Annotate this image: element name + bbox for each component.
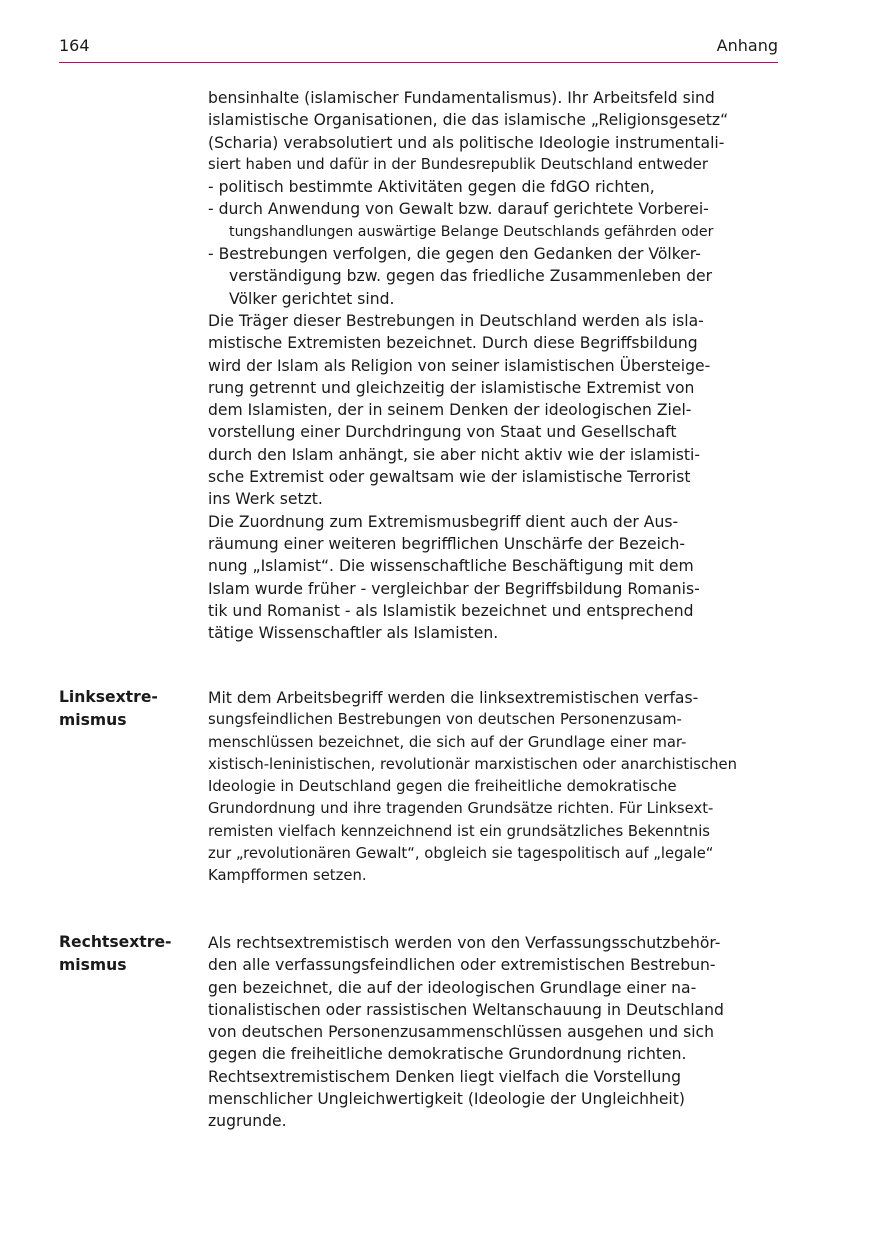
body-line: zugrunde.: [208, 1112, 287, 1131]
body-line: sche Extremist oder gewaltsam wie der islamistische Terrorist: [208, 468, 691, 487]
term-line: mismus: [59, 955, 127, 974]
list-item-line: verständigung bzw. gegen das friedliche Zusammenleben der: [229, 267, 713, 286]
body-line: ins Werk setzt.: [208, 490, 323, 509]
body-line: zur „revolutionären Gewalt“, obgleich sie tagespolitisch auf „legale“: [208, 845, 714, 863]
body-line: menschlicher Ungleichwertigkeit (Ideologie der Ungleichheit): [208, 1090, 685, 1109]
body-line: sungsfeindlichen Bestrebungen von deutschen Personenzusam-: [208, 711, 682, 729]
body-line: Islam wurde früher - vergleichbar der Begriffsbildung Romanis-: [208, 579, 700, 598]
body-line: gegen die freiheitliche demokratische Grundordnung richten.: [208, 1045, 687, 1064]
body-line: Mit dem Arbeitsbegriff werden die linksextremistischen verfas-: [208, 689, 699, 707]
body-line: Die Träger dieser Bestrebungen in Deutschland werden als isla-: [208, 311, 704, 330]
body-line: menschlüssen bezeichnet, die sich auf der Grundlage einer mar-: [208, 733, 687, 751]
term-line: Rechtsextre-: [59, 933, 172, 951]
body-line: durch den Islam anhängt, sie aber nicht aktiv wie der islamisti-: [208, 445, 700, 464]
body-line: Die Zuordnung zum Extremismusbegriff dient auch der Aus-: [208, 512, 679, 531]
body-line: remisten vielfach kennzeichnend ist ein grundsätzliches Bekenntnis: [208, 822, 711, 840]
body-line: von deutschen Personenzusammenschlüssen ausgehen und sich: [208, 1023, 714, 1042]
rechtsextremismus-body: [208, 932, 724, 1133]
body-line: siert haben und dafür in der Bundesrepublik Deutschland entweder: [208, 155, 708, 173]
list-item-line: Völker gerichtet sind.: [229, 289, 395, 308]
islamism-body: [208, 87, 728, 644]
body-line: tik und Romanist - als Islamistik bezeichnet und entsprechend: [208, 601, 694, 620]
body-line: tätige Wissenschaftler als Islamisten.: [208, 624, 499, 643]
section-title: Anhang: [716, 36, 778, 55]
list-item-line: tungshandlungen auswärtige Belange Deutschlands gefährden oder: [229, 223, 714, 240]
body-line: Rechtsextremistischem Denken liegt vielfach die Vorstellung: [208, 1067, 682, 1086]
body-line: nung „Islamist“. Die wissenschaftliche Beschäftigung mit dem: [208, 557, 694, 576]
page-header: [59, 34, 778, 63]
body-line: Als rechtsextremistisch werden von den Verfassungsschutzbehör-: [208, 934, 721, 952]
body-line: Grundordnung und ihre tragenden Grundsätze richten. Für Linksext-: [208, 800, 714, 818]
body-line: Kampfformen setzen.: [208, 867, 367, 885]
term-line: mismus: [59, 710, 127, 729]
body-line: islamistische Organisationen, die das islamische „Religionsgesetz“: [208, 111, 729, 130]
body-line: wird der Islam als Religion von seiner islamistischen Übersteige-: [208, 356, 711, 375]
list-item-line: - durch Anwendung von Gewalt bzw. darauf gerichtete Vorberei-: [208, 200, 709, 219]
body-line: tionalistischen oder rassistischen Weltanschauung in Deutschland: [208, 1000, 724, 1019]
linksextremismus-body: [208, 687, 737, 888]
term-rechtsextremismus: [59, 931, 172, 976]
page-number: 164: [59, 36, 90, 55]
body-line: rung getrennt und gleichzeitig der islamistische Extremist von: [208, 378, 695, 397]
body-line: dem Islamisten, der in seinem Denken der ideologischen Ziel-: [208, 401, 692, 420]
body-line: (Scharia) verabsolutiert und als politische Ideologie instrumentali-: [208, 133, 725, 152]
list-item-line: - politisch bestimmte Aktivitäten gegen die fdGO richten,: [208, 178, 655, 197]
term-linksextremismus: [59, 686, 158, 731]
body-line: xistisch-leninistischen, revolutionär marxistischen oder anarchistischen: [208, 755, 737, 773]
body-line: mistische Extremisten bezeichnet. Durch diese Begriffsbildung: [208, 334, 698, 353]
list-item-line: - Bestrebungen verfolgen, die gegen den Gedanken der Völker-: [208, 245, 701, 264]
body-line: räumung einer weiteren begrifflichen Unschärfe der Bezeich-: [208, 534, 685, 553]
body-line: vorstellung einer Durchdringung von Staat und Gesellschaft: [208, 423, 677, 442]
body-line: bensinhalte (islamischer Fundamentalismus). Ihr Arbeitsfeld sind: [208, 89, 715, 107]
body-line: gen bezeichnet, die auf der ideologischen Grundlage einer na-: [208, 978, 697, 997]
body-line: den alle verfassungsfeindlichen oder extremistischen Bestrebun-: [208, 956, 716, 975]
term-line: Linksextre-: [59, 688, 158, 706]
body-line: Ideologie in Deutschland gegen die freiheitliche demokratische: [208, 778, 677, 796]
